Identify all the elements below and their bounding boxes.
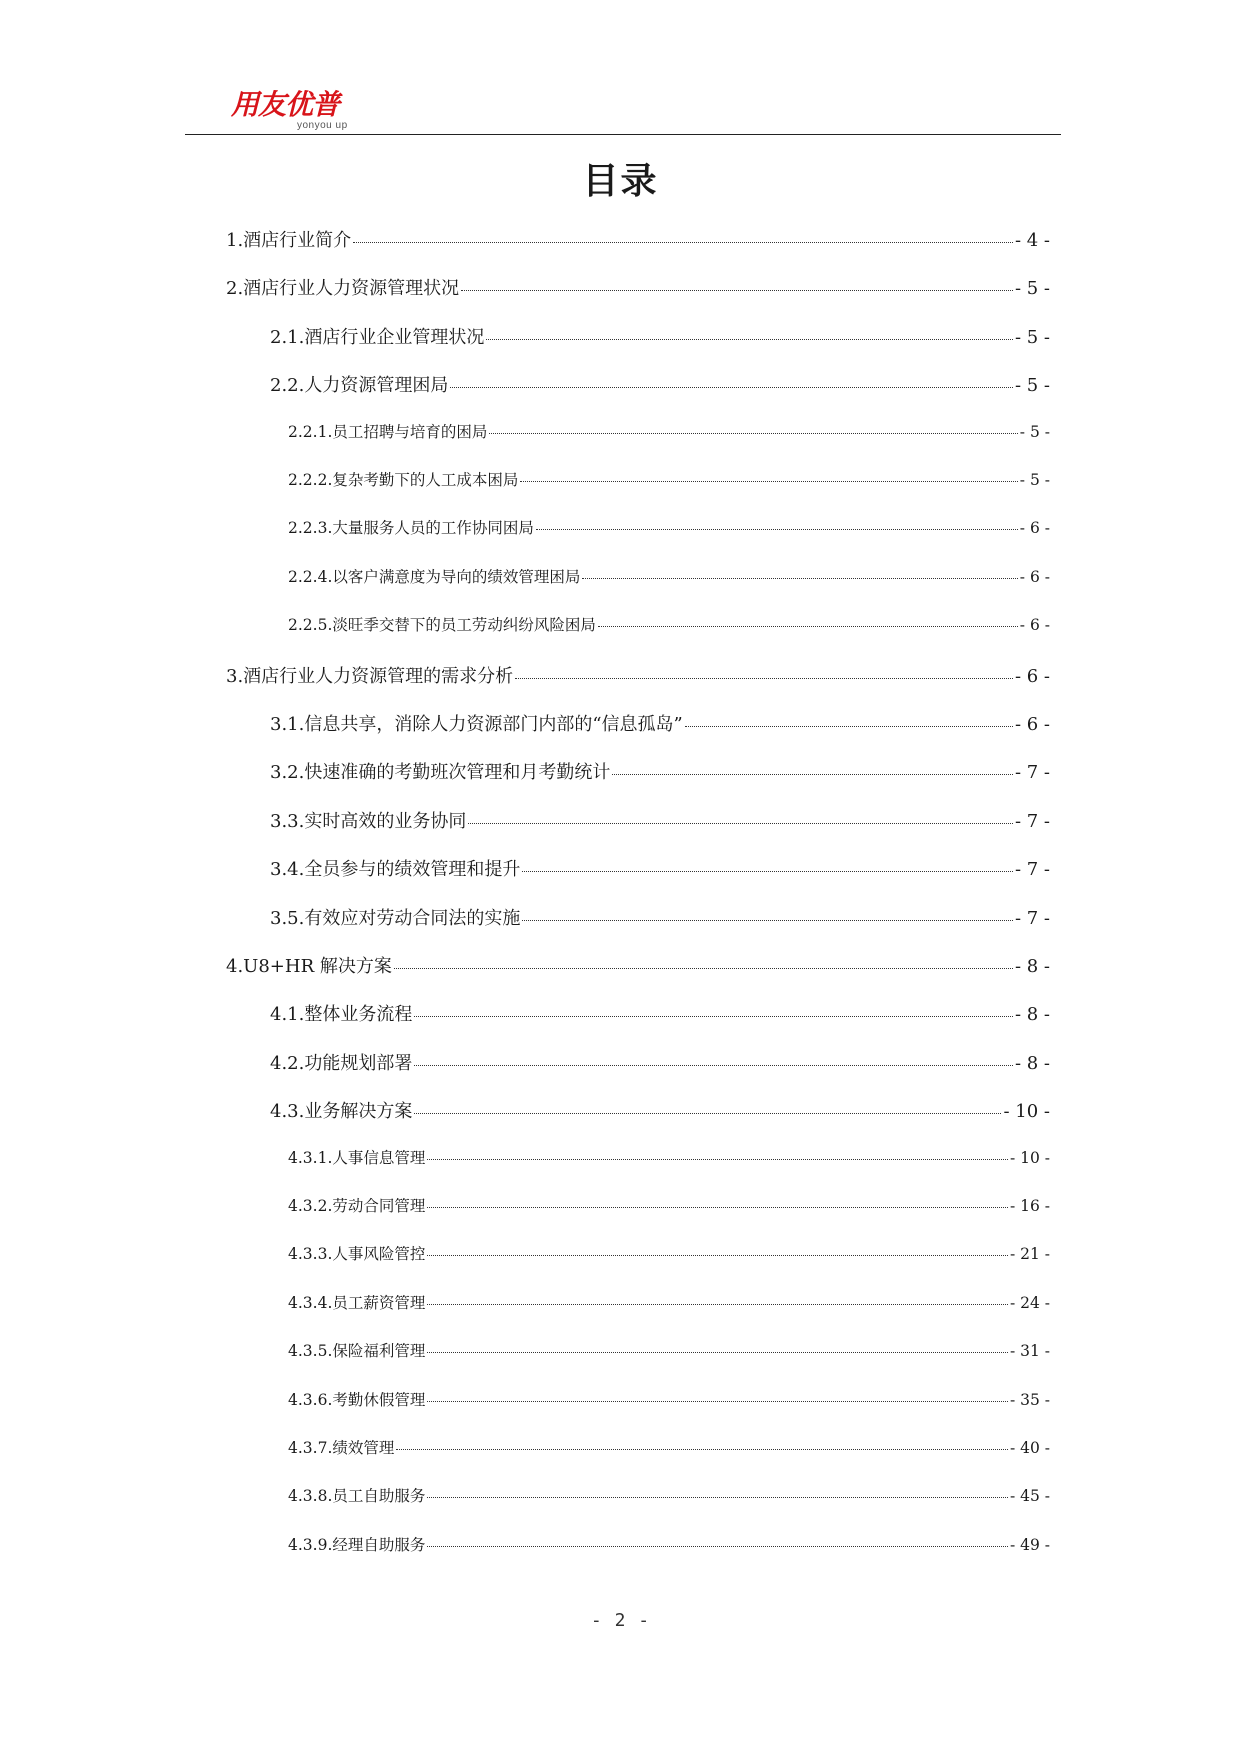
toc-entry-label: 4.1.整体业务流程 [270, 1004, 413, 1026]
toc-entry-label: 2.2.3.大量服务人员的工作协同困局 [288, 519, 534, 538]
toc-entry[interactable] [288, 1146, 1050, 1168]
toc-entry[interactable] [288, 565, 1050, 587]
toc-entry[interactable] [288, 1484, 1050, 1506]
toc-entry-page: - 7 - [1014, 762, 1050, 784]
page-title: 目录 [582, 161, 659, 202]
toc-entry-page: - 6 - [1019, 616, 1050, 635]
toc-entry[interactable] [288, 1436, 1050, 1458]
toc-entry-page: - 7 - [1014, 907, 1050, 929]
toc-dot-leader [461, 290, 1013, 291]
toc-entry[interactable] [270, 1097, 1050, 1123]
toc-entry-label: 3.3.实时高效的业务协同 [270, 810, 467, 832]
toc-entry-label: 2.2.人力资源管理困局 [270, 375, 449, 397]
toc-entry[interactable] [270, 855, 1050, 881]
toc-entry[interactable] [288, 1388, 1050, 1410]
toc-dot-leader [486, 339, 1013, 340]
page-header [185, 88, 1061, 138]
toc-entry[interactable] [270, 807, 1050, 833]
toc-entry-page: - 24 - [1009, 1293, 1050, 1312]
toc-entry-page: - 6 - [1019, 567, 1050, 586]
toc-entry[interactable] [288, 420, 1050, 442]
toc-entry-page: - 35 - [1009, 1390, 1050, 1409]
toc-entry[interactable] [270, 323, 1050, 349]
toc-entry-page: - 6 - [1014, 714, 1050, 735]
toc-dot-leader [427, 1159, 1008, 1160]
toc-entry-label: 4.2.功能规划部署 [270, 1052, 413, 1074]
toc-entry[interactable] [270, 371, 1050, 397]
toc-entry[interactable] [226, 662, 1050, 688]
toc-dot-leader [427, 1207, 1008, 1208]
toc-entry-label: 4.3.8.员工自助服务 [288, 1487, 426, 1506]
toc-entry[interactable] [226, 952, 1050, 978]
toc-dot-leader [396, 1449, 1008, 1450]
toc-dot-leader [522, 920, 1013, 921]
toc-entry[interactable] [288, 516, 1050, 538]
toc-entry-label: 2.酒店行业人力资源管理状况 [226, 278, 460, 300]
toc-entry-page: - 40 - [1009, 1439, 1050, 1457]
toc-dot-leader [427, 1255, 1008, 1256]
toc-entry-label: 3.1.信息共享，消除人力资源部门内部的“信息孤岛” [270, 714, 683, 735]
toc-dot-leader [520, 481, 1017, 482]
toc-entry-page: - 8 - [1014, 1052, 1050, 1074]
toc-entry-label: 4.3.5.保险福利管理 [288, 1342, 426, 1361]
toc-dot-leader [427, 1401, 1008, 1402]
toc-entry[interactable] [270, 1000, 1050, 1026]
toc-dot-leader [515, 678, 1013, 679]
toc-entry[interactable] [288, 468, 1050, 490]
toc-entry-label: 2.1.酒店行业企业管理状况 [270, 326, 485, 348]
toc-entry-page: - 16 - [1009, 1197, 1050, 1215]
toc-entry-label: 4.3.业务解决方案 [270, 1101, 413, 1123]
toc-entry-page: - 10 - [1009, 1148, 1050, 1167]
toc-entry-page: - 4 - [1014, 230, 1050, 251]
toc-entry-page: - 7 - [1014, 859, 1050, 881]
toc-entry-page: - 10 - [1003, 1101, 1050, 1123]
toc-entry-label: 2.2.4.以客户满意度为导向的绩效管理困局 [288, 567, 581, 586]
toc-entry-label: 4.3.4.员工薪资管理 [288, 1293, 426, 1312]
toc-entry[interactable] [288, 1339, 1050, 1361]
toc-entry[interactable] [288, 1194, 1050, 1216]
toc-dot-leader [394, 968, 1013, 969]
toc-entry[interactable] [288, 1242, 1050, 1264]
toc-dot-leader [353, 242, 1013, 243]
toc-entry[interactable] [270, 758, 1050, 784]
toc-dot-leader [450, 387, 1013, 388]
toc-entry-label: 3.4.全员参与的绩效管理和提升 [270, 859, 521, 881]
toc-dot-leader [427, 1546, 1008, 1547]
logo-text-cn: 用友优普 [231, 88, 340, 121]
page-number: - 2 - [590, 1610, 651, 1631]
toc-entry[interactable] [226, 274, 1050, 300]
toc-entry-page: - 6 - [1014, 665, 1050, 687]
toc-entry[interactable] [270, 710, 1050, 736]
toc-entry-page: - 5 - [1019, 422, 1050, 441]
toc-entry-page: - 5 - [1014, 375, 1050, 397]
toc-entry-page: - 49 - [1009, 1535, 1050, 1554]
toc-entry-label: 3.2.快速准确的考勤班次管理和月考勤统计 [270, 762, 611, 784]
toc-dot-leader [427, 1352, 1008, 1353]
toc-dot-leader [598, 626, 1018, 627]
toc-entry-label: 3.5.有效应对劳动合同法的实施 [270, 907, 521, 929]
toc-entry[interactable] [226, 226, 1050, 252]
toc-dot-leader [536, 529, 1018, 530]
toc-dot-leader [582, 578, 1017, 579]
toc-dot-leader [427, 1304, 1008, 1305]
toc-entry-label: 3.酒店行业人力资源管理的需求分析 [226, 665, 514, 687]
toc-entry-page: - 8 - [1014, 956, 1050, 977]
toc-dot-leader [427, 1497, 1008, 1498]
logo-text-en: yonyou up [297, 120, 348, 131]
header-divider [185, 134, 1061, 135]
toc-dot-leader [468, 823, 1013, 824]
toc-entry-page: - 6 - [1019, 519, 1050, 538]
toc-entry-page: - 45 - [1009, 1487, 1050, 1506]
toc-entry-page: - 5 - [1014, 278, 1050, 300]
toc-entry-label: 4.U8+HR 解决方案 [226, 956, 392, 977]
toc-entry[interactable] [270, 904, 1050, 930]
toc-entry-label: 2.2.1.员工招聘与培育的困局 [288, 422, 488, 441]
toc-entry[interactable] [288, 613, 1050, 635]
toc-entry-page: - 31 - [1009, 1342, 1050, 1361]
toc-entry-label: 2.2.2.复杂考勤下的人工成本困局 [288, 471, 519, 489]
toc-entry-page: - 8 - [1014, 1004, 1050, 1026]
toc-entry-page: - 5 - [1019, 471, 1050, 489]
toc-dot-leader [414, 1065, 1013, 1066]
toc-dot-leader [612, 774, 1013, 775]
toc-entry[interactable] [270, 1049, 1050, 1075]
yonyou-up-logo [231, 88, 391, 132]
toc-entry[interactable] [288, 1533, 1050, 1555]
toc-dot-leader [685, 726, 1013, 727]
toc-entry-label: 4.3.3.人事风险管控 [288, 1245, 426, 1264]
toc-entry-page: - 7 - [1014, 810, 1050, 832]
toc-entry-page: - 5 - [1014, 326, 1050, 348]
toc-entry-label: 4.3.2.劳动合同管理 [288, 1197, 426, 1215]
toc-entry-label: 4.3.9.经理自助服务 [288, 1535, 426, 1554]
toc-entry-label: 2.2.5.淡旺季交替下的员工劳动纠纷风险困局 [288, 616, 596, 635]
toc-entry-label: 4.3.7.绩效管理 [288, 1439, 395, 1457]
toc-dot-leader [414, 1113, 1001, 1114]
toc-entry-page: - 21 - [1009, 1245, 1050, 1264]
toc-entry-label: 4.3.1.人事信息管理 [288, 1148, 426, 1167]
toc-dot-leader [489, 433, 1017, 434]
toc-dot-leader [522, 871, 1013, 872]
toc-entry[interactable] [288, 1291, 1050, 1313]
toc-dot-leader [414, 1016, 1013, 1017]
toc-entry-label: 4.3.6.考勤休假管理 [288, 1390, 426, 1409]
toc-entry-label: 1.酒店行业简介 [226, 230, 352, 251]
